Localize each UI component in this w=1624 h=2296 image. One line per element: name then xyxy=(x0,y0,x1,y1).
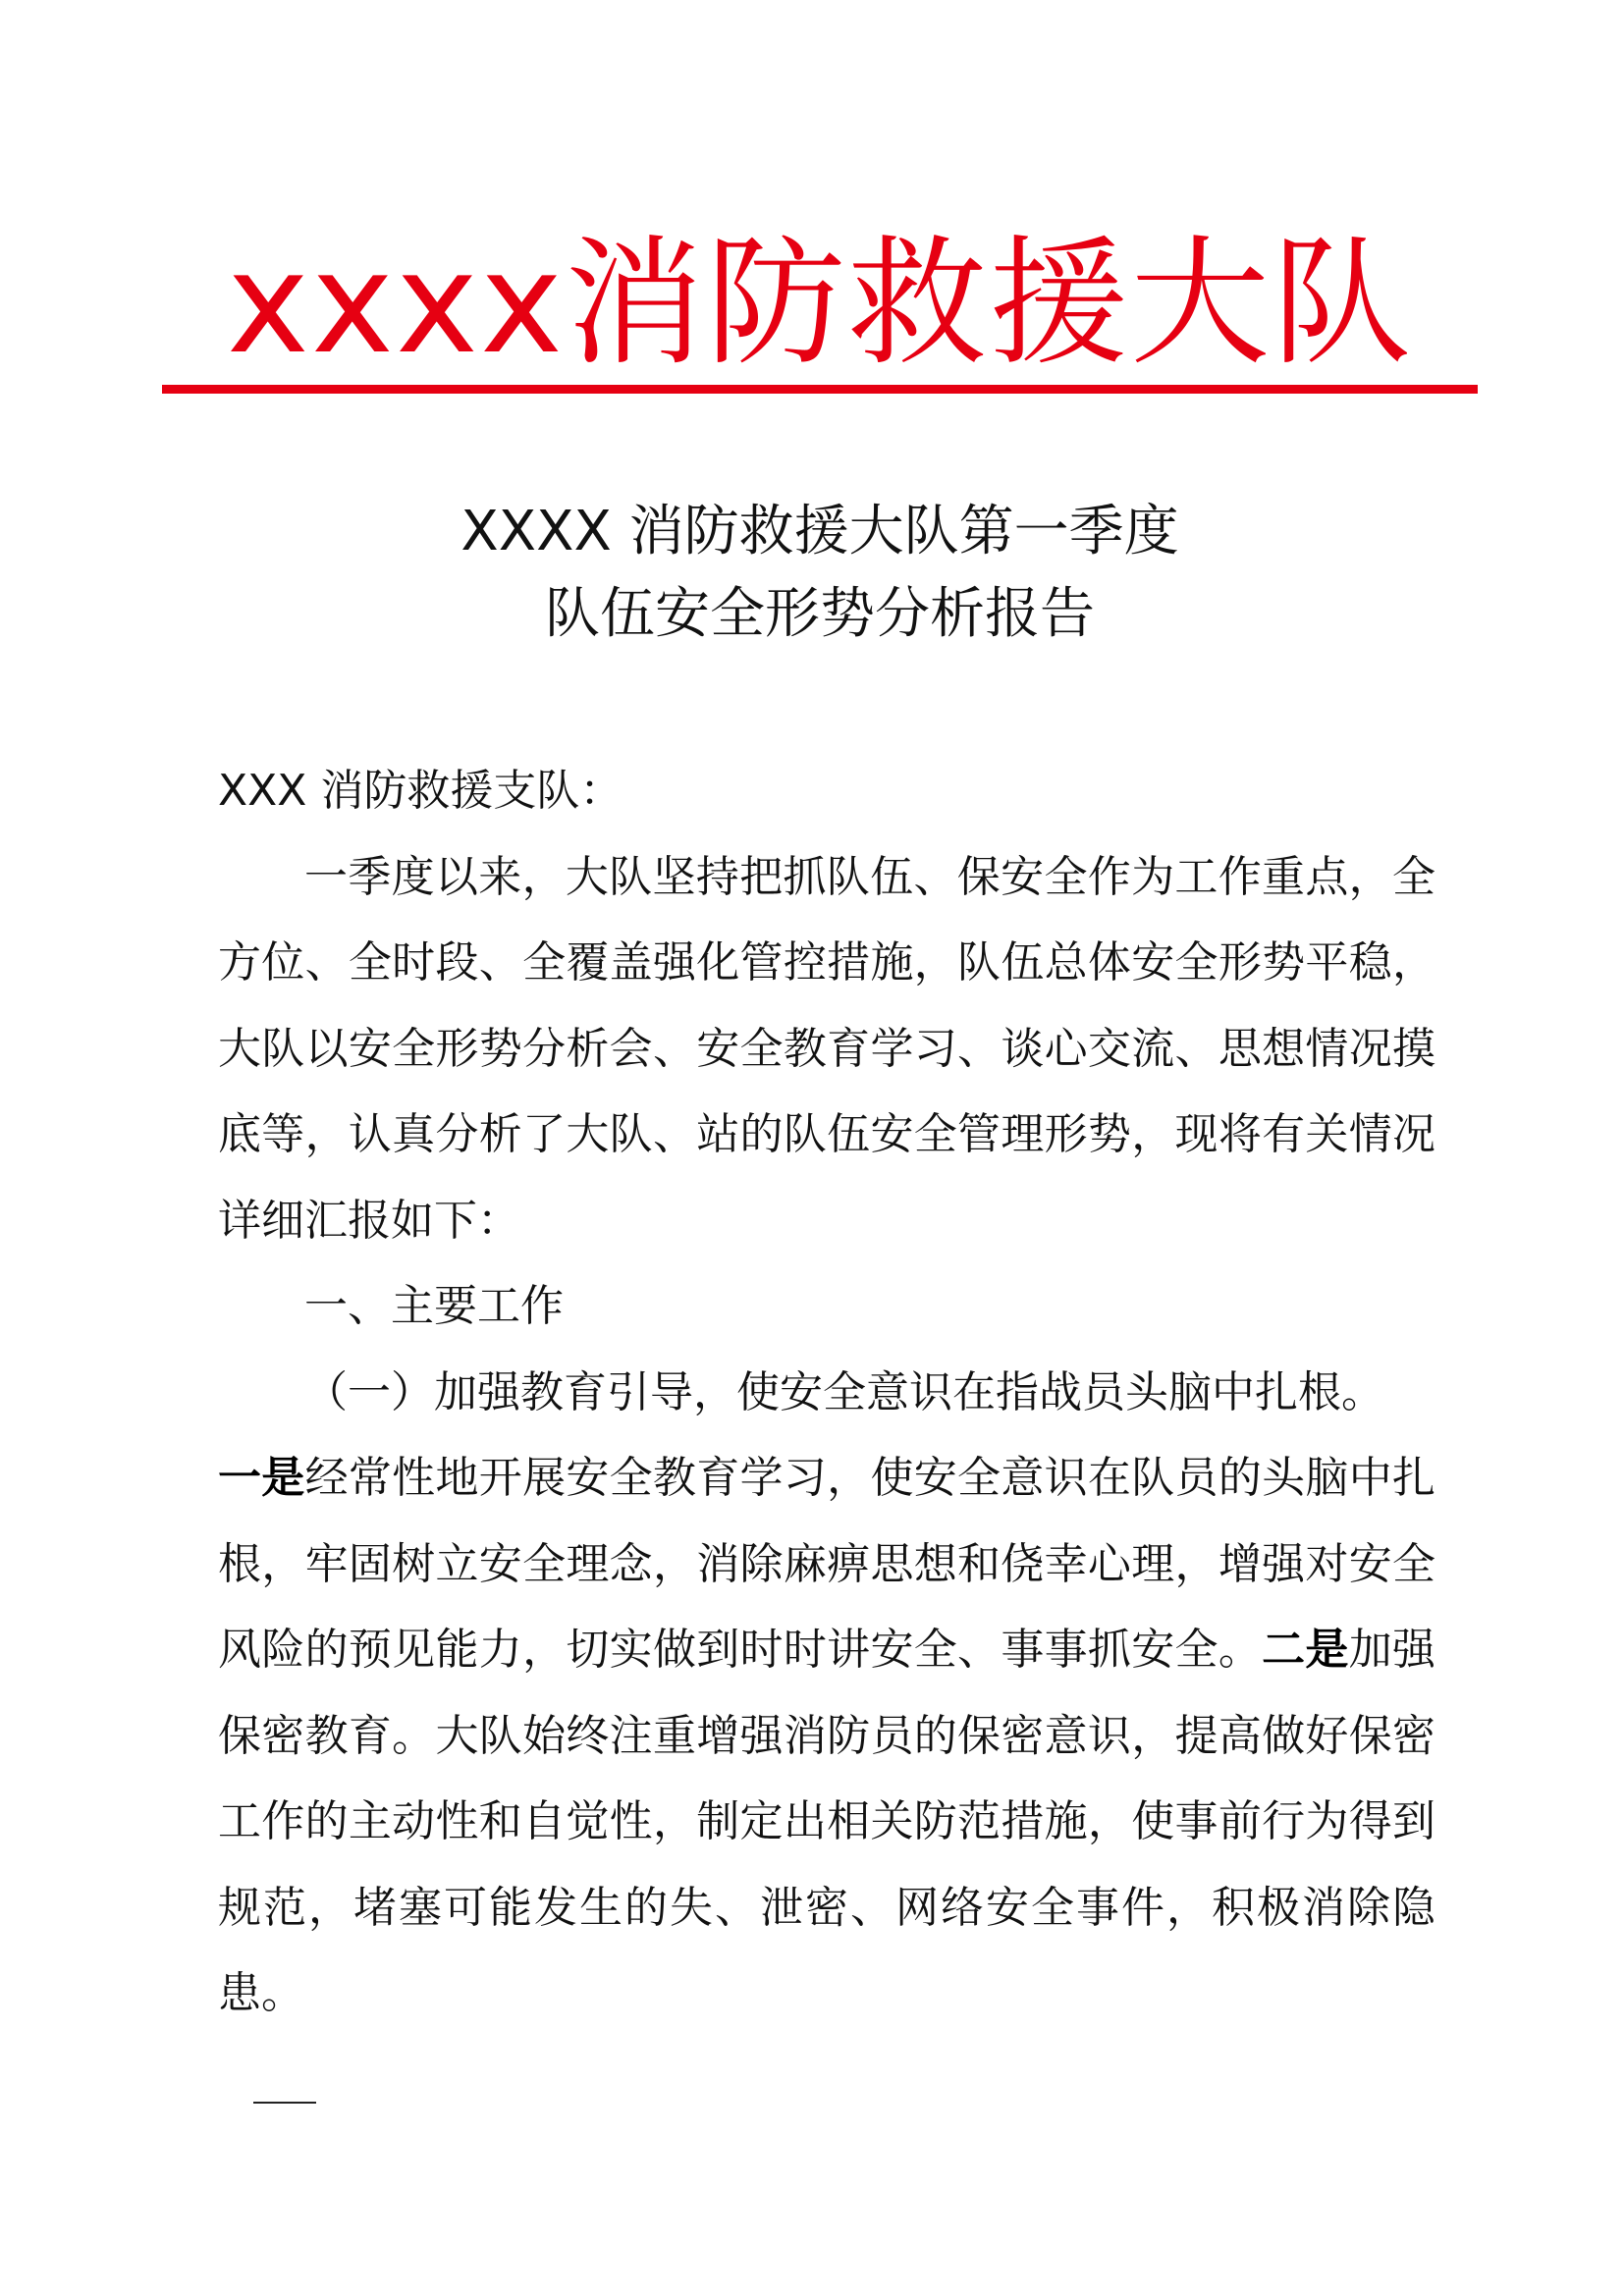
point-1-label: 一是 xyxy=(218,1453,305,1503)
footnote-separator xyxy=(253,2102,316,2104)
document-title xyxy=(167,491,1473,656)
point-1-text: 经常性地开展安全教育学习，使安全意识在队员的头脑中扎根，牢固树立安全理念，消除麻痹思想和侥幸心理，增强对安全风险的预见能力，切实做到时时讲安全、事事抓安全。 xyxy=(218,1453,1435,1675)
masthead-red-rule xyxy=(162,385,1478,394)
intro-paragraph: 一季度以来，大队坚持把抓队伍、保安全作为工作重点，全方位、全时段、全覆盖强化管控措施，队伍总体安全形势平稳，大队以安全形势分析会、安全教育学习、谈心交流、思想情况摸底等，认真分析了大队、站的队伍安全管理形势，现将有关情况详细汇报如下： xyxy=(218,851,1435,1246)
point-2-text: 加强保密教育。大队始终注重增强消防员的保密意识，提高做好保密工作的主动性和自觉性，制定出相关防范措施，使事前行为得到规范，堵塞可能发生的失、泄密、网络安全事件，积极消除隐患。 xyxy=(218,1625,1435,2018)
document-body xyxy=(218,748,1435,2037)
salutation: XXX 消防救援支队： xyxy=(218,766,623,816)
subsection-heading: （一）加强教育引导，使安全意识在指战员头脑中扎根。 xyxy=(304,1366,1384,1417)
masthead-title: xxxx消防救援大队 xyxy=(226,223,1414,385)
document-title-line-1: XXXX 消防救援大队第一季度 xyxy=(460,500,1179,563)
points-paragraph xyxy=(218,1435,1435,2037)
section-heading: 一、主要工作 xyxy=(304,1281,564,1331)
document-title-line-2: 队伍安全形势分析报告 xyxy=(545,582,1095,646)
point-2-label: 二是 xyxy=(1262,1625,1349,1675)
